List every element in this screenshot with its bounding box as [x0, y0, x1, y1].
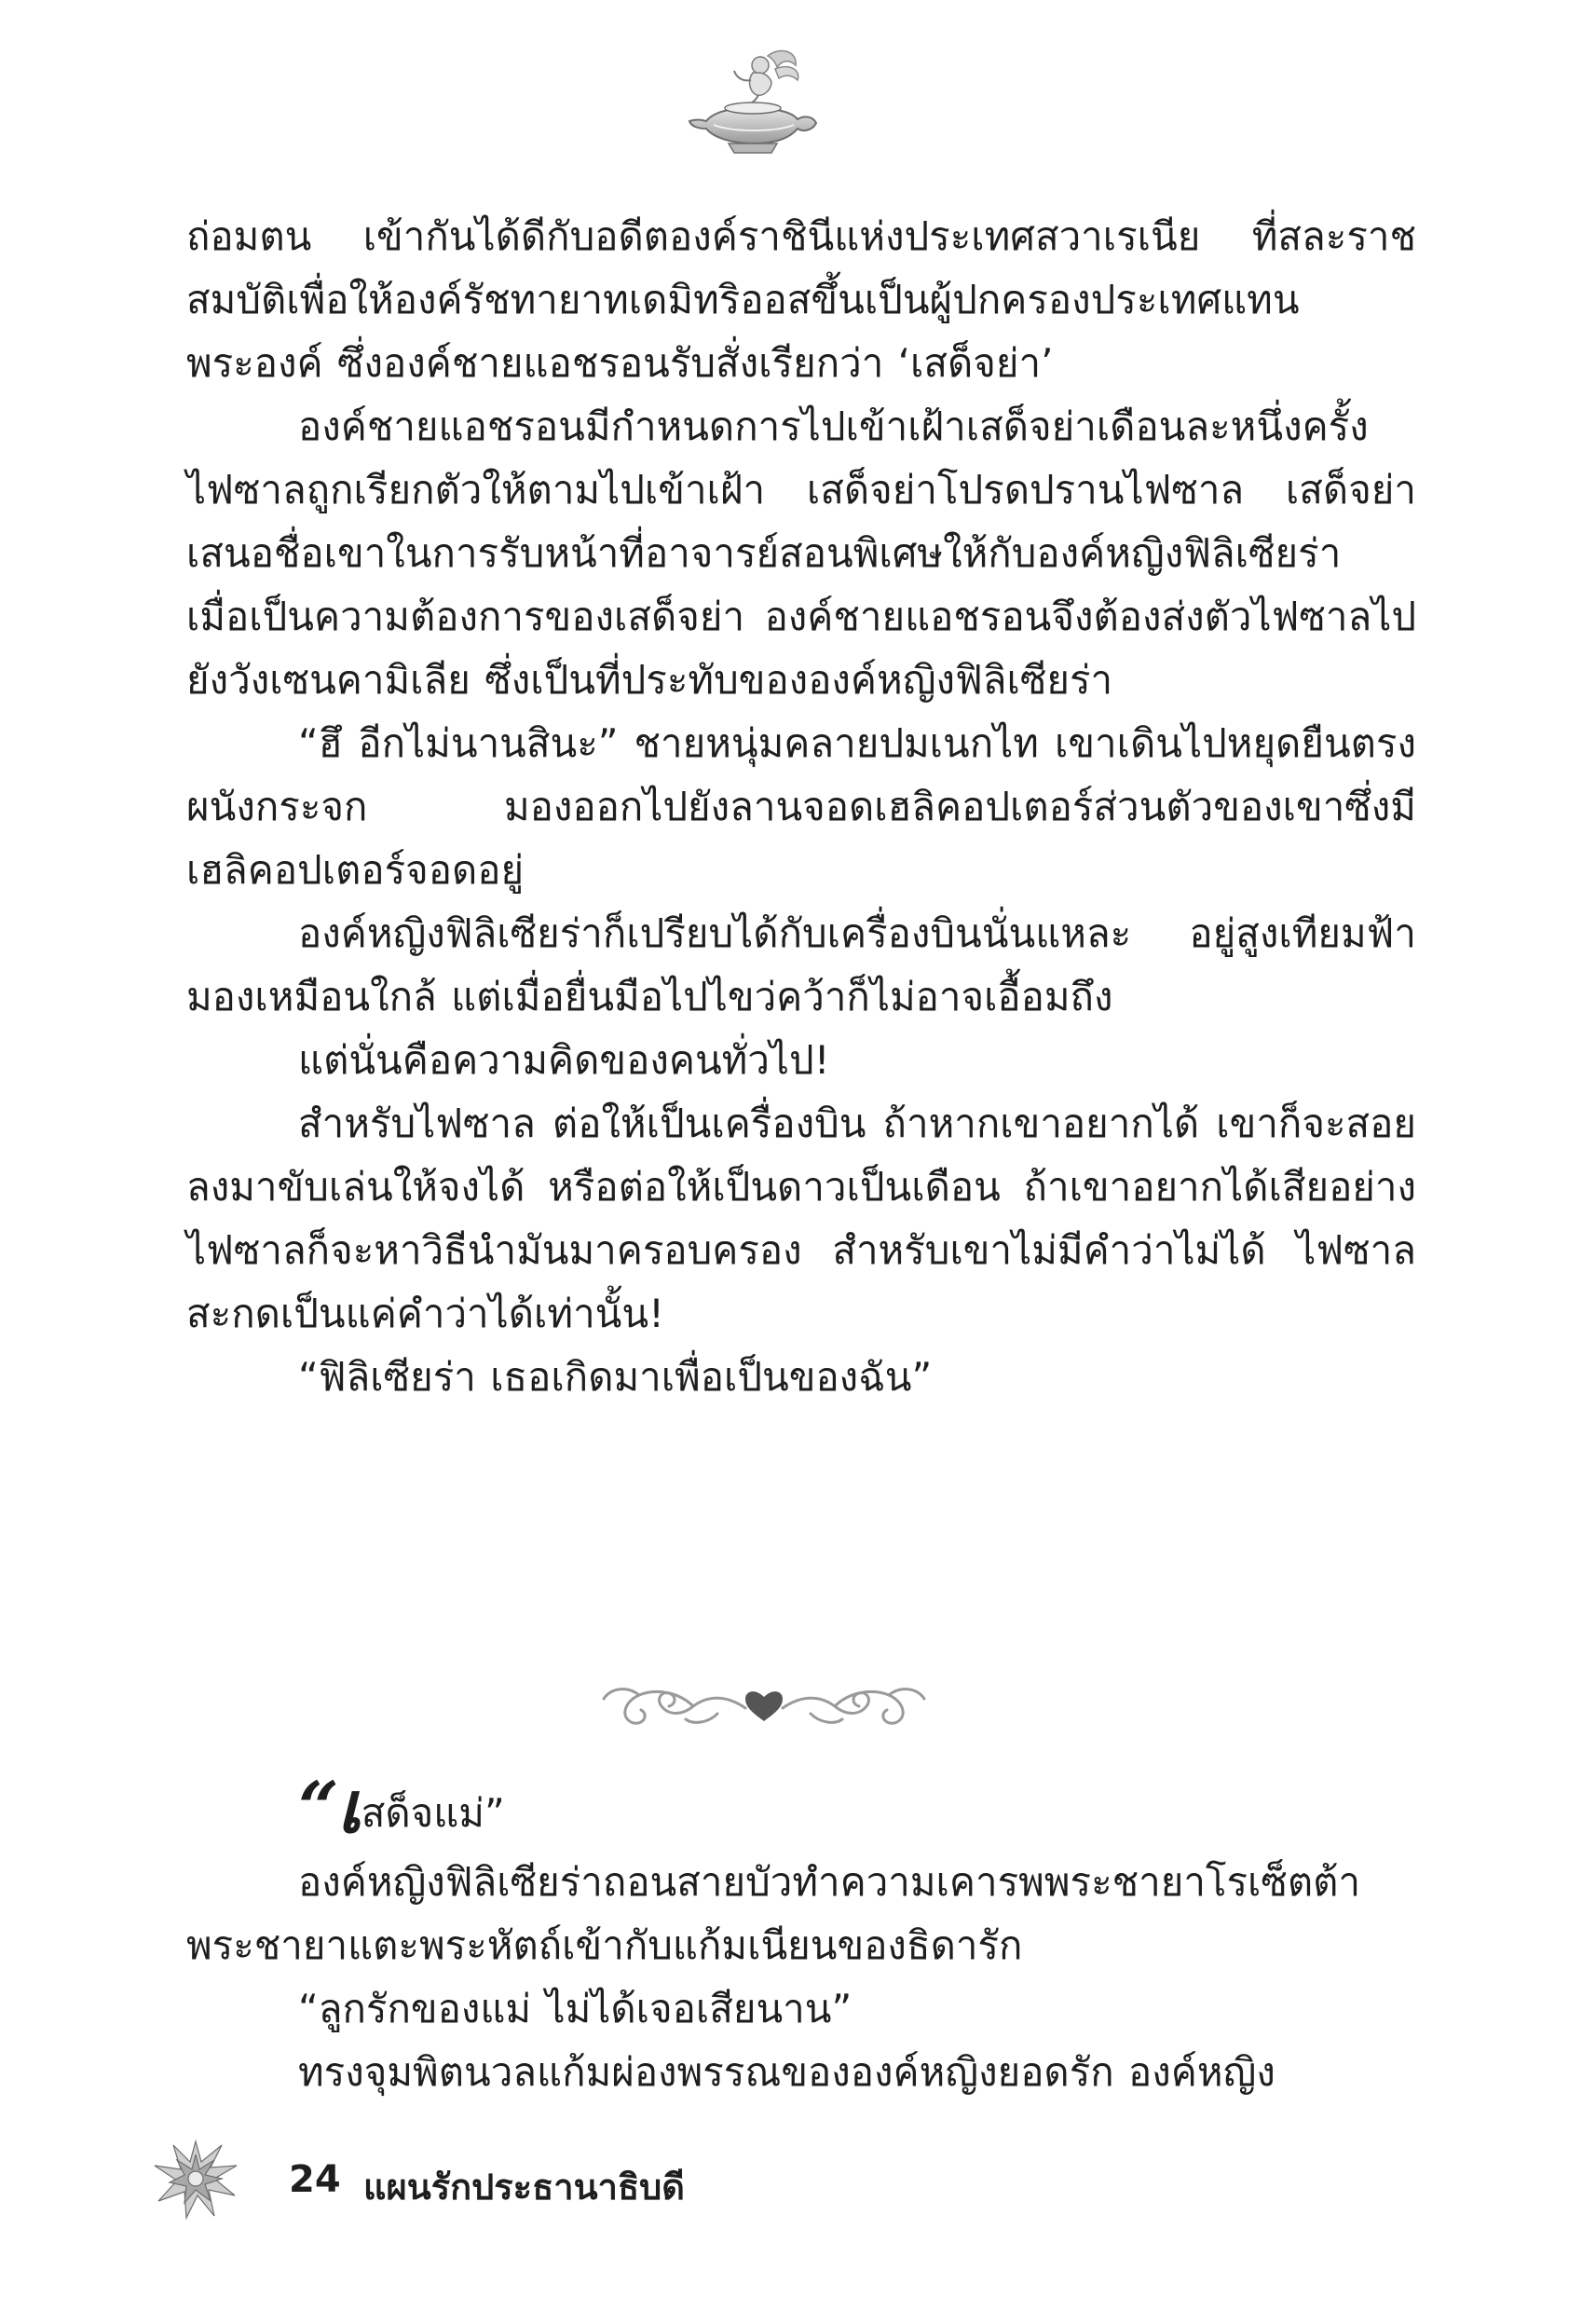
paragraph: องค์หญิงฟิลิเซียร่าก็เปรียบได้กับเครื่องบินนั่นแหละ อยู่สูงเทียมฟ้า มองเหมือนใกล้ แต่เมื่อยื่นมือไปไขว่คว้าก็ไม่อาจเอื้อมถึง: [186, 910, 1416, 1019]
paragraph: สำหรับไฟซาล ต่อให้เป็นเครื่องบิน ถ้าหากเขาอยากได้ เขาก็จะสอยลงมาขับเล่นให้จงได้ หรือต่อให้เป็นดาวเป็นเดือน ถ้าเขาอยากได้เสียอย่าง ไฟซาลก็จะหาวิธีนำมันมาครอบครอง สำหรับเขาไม่มีคำว่าไม่ได้ ไฟซาลสะกดเป็นแค่คำว่าได้เท่านั้น!: [186, 1101, 1416, 1336]
body-text: [186, 205, 1416, 1409]
section-two: [186, 1766, 1416, 2104]
page-footer: [149, 2134, 801, 2218]
paragraph: ถ่อมตน เข้ากันได้ดีกับอดีตองค์ราชินีแห่งประเทศสวาเรเนีย ที่สละราชสมบัติเพื่อให้องค์รัชทายาทเดมิทริออสขึ้นเป็นผู้ปกครองประเทศแทนพระองค์ ซึ่งองค์ชายแอชรอนรับสั่งเรียกว่า ‘เสด็จย่า’: [186, 213, 1416, 386]
book-title: แผนรักประธานาธิบดี: [363, 2167, 685, 2208]
paragraph: “ฟิลิเซียร่า เธอเกิดมาเพื่อเป็นของฉัน”: [298, 1354, 933, 1400]
paragraph: แต่นั่นคือความคิดของคนทั่วไป!: [298, 1037, 830, 1083]
cupid-lamp-icon: [686, 48, 825, 160]
drop-cap-rest: สด็จแม่”: [361, 1790, 505, 1836]
paragraph: “ฮึ อีกไม่นานสินะ” ชายหนุ่มคลายปมเนกไท เขาเดินไปหยุดยืนตรงผนังกระจก มองออกไปยังลานจอดเฮลิคอปเตอร์ส่วนตัวของเขาซึ่งมีเฮลิคอปเตอร์จอดอยู่: [186, 720, 1416, 893]
drop-cap: “เ: [298, 1766, 360, 1849]
paragraph: องค์หญิงฟิลิเซียร่าถอนสายบัวทำความเคารพพระชายาโรเซ็ตต้า พระชายาแตะพระหัตถ์เข้ากับแก้มเนียนของธิดารัก: [186, 1859, 1361, 1968]
section-opening-line: [298, 1766, 1416, 1851]
flower-icon: [149, 2134, 242, 2222]
scene-divider-ornament: [596, 1673, 932, 1738]
page-number: 24: [289, 2158, 341, 2201]
paragraph: “ลูกรักของแม่ ไม่ได้เจอเสียนาน”: [298, 1986, 853, 2031]
paragraph: ทรงจุมพิตนวลแก้มผ่องพรรณขององค์หญิงยอดรัก องค์หญิง: [298, 2049, 1275, 2095]
paragraph: องค์ชายแอชรอนมีกำหนดการไปเข้าเฝ้าเสด็จย่าเดือนละหนึ่งครั้ง ไฟซาลถูกเรียกตัวให้ตามไปเข้าเฝ้า เสด็จย่าโปรดปรานไฟซาล เสด็จย่าเสนอชื่อเขาในการรับหน้าที่อาจารย์สอนพิเศษให้กับองค์หญิงฟิลิเซียร่า เมื่อเป็นความต้องการของเสด็จย่า องค์ชายแอชรอนจึงต้องส่งตัวไฟซาลไปยังวังเซนคามิเลีย ซึ่งเป็นที่ประทับขององค์หญิงฟิลิเซียร่า: [186, 403, 1416, 703]
